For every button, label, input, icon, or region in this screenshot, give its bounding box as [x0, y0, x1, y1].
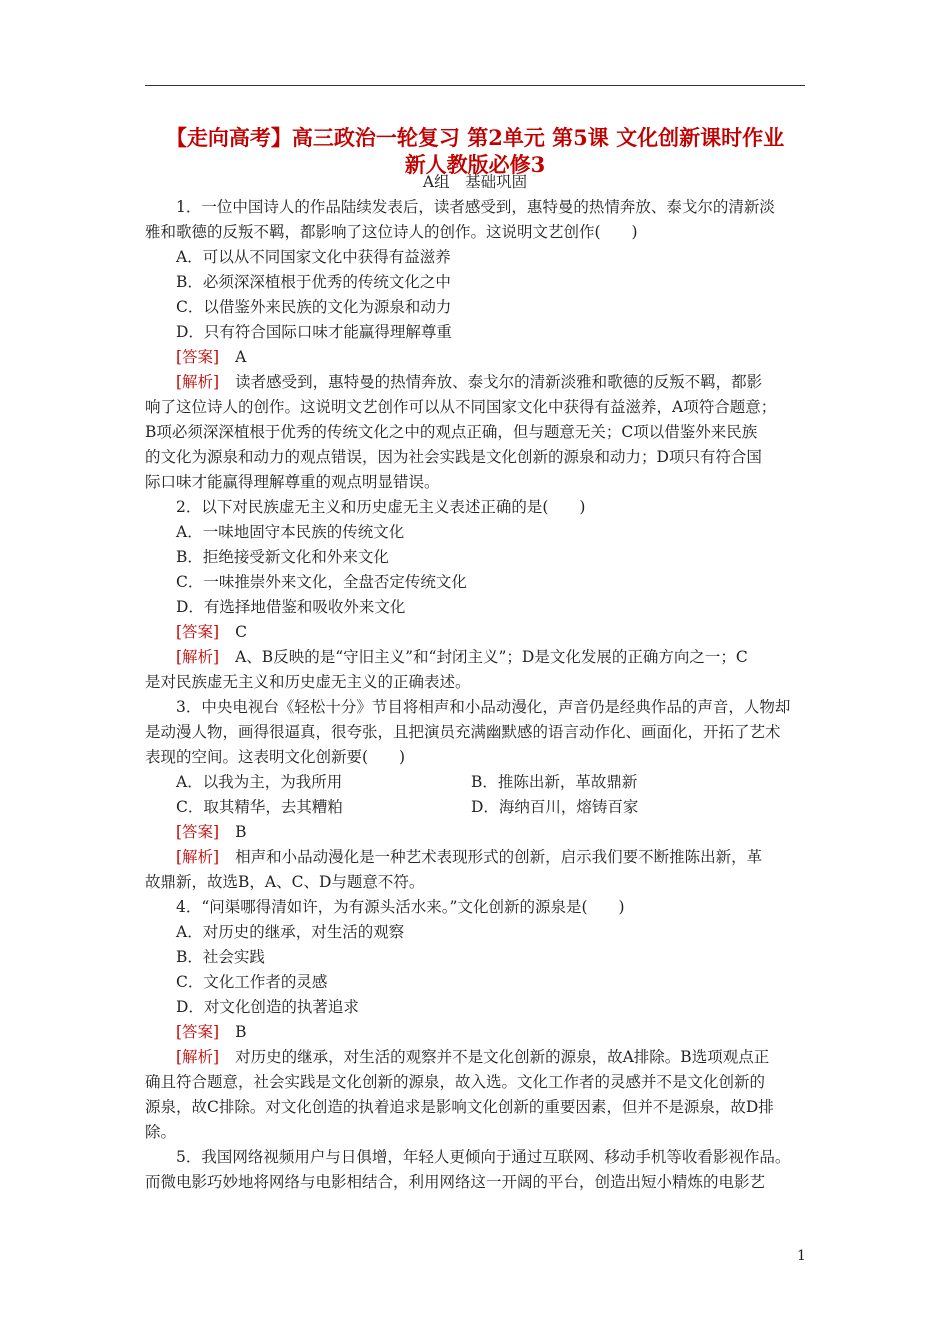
page-number: 1	[797, 1248, 806, 1264]
answer-value: B	[235, 823, 247, 841]
answer-tag: [答案]	[176, 348, 220, 366]
option-c: C．取其精华，去其糟粕	[176, 798, 343, 816]
title-line-2: 新人教版必修3	[404, 152, 546, 177]
analysis-text: 响了这位诗人的创作。这说明文艺创作可以从不同国家文化中获得有益滋养，A项符合题意；	[145, 398, 777, 416]
document-title	[120, 124, 830, 178]
analysis-text: 读者感受到，惠特曼的热情奔放、泰戈尔的清新淡雅和歌德的反叛不羁，都影	[235, 373, 763, 391]
analysis-text: 对历史的继承，对生活的观察并不是文化创新的源泉，故A排除。B选项观点正	[235, 1048, 770, 1066]
option-d: D．有选择地借鉴和吸收外来文化	[176, 598, 406, 616]
question-2	[145, 495, 825, 695]
question-4	[145, 895, 825, 1145]
option-d: D．海纳百川，熔铸百家	[471, 798, 639, 816]
answer-value: B	[235, 1023, 247, 1041]
analysis-tag: [解析]	[176, 1048, 220, 1066]
header-rule	[145, 85, 805, 86]
option-row	[145, 795, 825, 820]
answer-line	[145, 820, 825, 845]
question-stem: 是动漫人物，画得很逼真，很夸张，且把演员充满幽默感的语言动作化、画面化，开拓了艺术	[145, 723, 781, 741]
option-a: A．以我为主，为我所用	[176, 773, 343, 791]
answer-value: C	[235, 623, 247, 641]
analysis-line	[145, 370, 825, 395]
option-c: C．一味推崇外来文化，全盘否定传统文化	[176, 573, 467, 591]
answer-line	[145, 345, 825, 370]
analysis-text: 的文化为源泉和动力的观点错误，因为社会实践是文化创新的源泉和动力；D项只有符合国	[145, 448, 762, 466]
question-5	[145, 1145, 825, 1195]
section-heading: A组 基础巩固	[422, 173, 528, 191]
option-c: C．文化工作者的灵感	[176, 973, 328, 991]
question-stem: 而微电影巧妙地将网络与电影相结合，利用网络这一开阔的平台，创造出短小精炼的电影艺	[145, 1173, 766, 1191]
answer-tag: [答案]	[176, 1023, 220, 1041]
answer-line	[145, 1020, 825, 1045]
answer-tag: [答案]	[176, 823, 220, 841]
analysis-text: 是对民族虚无主义和历史虚无主义的正确表述。	[145, 673, 471, 691]
option-a: A．可以从不同国家文化中获得有益滋养	[176, 248, 451, 266]
analysis-text: B项必须深深植根于优秀的传统文化之中的观点正确，但与题意无关；C项以借鉴外来民族	[145, 423, 758, 441]
analysis-text: 际口味才能赢得理解尊重的观点明显错误。	[145, 473, 440, 491]
analysis-text: 相声和小品动漫化是一种艺术表现形式的创新，启示我们要不断推陈出新，革	[235, 848, 763, 866]
analysis-line	[145, 1045, 825, 1070]
answer-tag: [答案]	[176, 623, 220, 641]
question-stem: 3．中央电视台《轻松十分》节目将相声和小品动漫化，声音仍是经典作品的声音，人物却	[176, 698, 791, 716]
analysis-text: 确且符合题意，社会实践是文化创新的源泉，故入选。文化工作者的灵感并不是文化创新的	[145, 1073, 766, 1091]
option-a: A．对历史的继承，对生活的观察	[176, 923, 405, 941]
analysis-text: A、B反映的是“守旧主义”和“封闭主义”；D是文化发展的正确方向之一；C	[235, 648, 748, 666]
answer-line	[145, 620, 825, 645]
option-b: B．必须深深植根于优秀的传统文化之中	[176, 273, 451, 291]
analysis-text: 源泉，故C排除。对文化创造的执着追求是影响文化创新的重要因素，但并不是源泉，故D排	[145, 1098, 774, 1116]
question-stem: 2．以下对民族虚无主义和历史虚无主义表述正确的是( )	[176, 498, 586, 516]
answer-value: A	[235, 348, 247, 366]
question-stem: 表现的空间。这表明文化创新要( )	[145, 748, 406, 766]
analysis-line	[145, 845, 825, 870]
analysis-tag: [解析]	[176, 648, 220, 666]
question-1	[145, 195, 825, 495]
analysis-tag: [解析]	[176, 373, 220, 391]
option-row	[145, 770, 825, 795]
question-stem: 雅和歌德的反叛不羁，都影响了这位诗人的创作。这说明文艺创作( )	[145, 223, 638, 241]
option-d: D．对文化创造的执著追求	[176, 998, 359, 1016]
analysis-text: 除。	[145, 1123, 177, 1141]
question-stem: 4．“问渠哪得清如许，为有源头活水来。”文化创新的源泉是( )	[176, 898, 625, 916]
option-d: D．只有符合国际口味才能赢得理解尊重	[176, 323, 452, 341]
option-c: C．以借鉴外来民族的文化为源泉和动力	[176, 298, 452, 316]
option-b: B．社会实践	[176, 948, 265, 966]
option-b: B．拒绝接受新文化和外来文化	[176, 548, 389, 566]
question-3	[145, 695, 825, 895]
question-stem: 5．我国网络视频用户与日俱增，年轻人更倾向于通过互联网、移动手机等收看影视作品。	[176, 1148, 791, 1166]
question-stem: 1．一位中国诗人的作品陆续发表后，读者感受到，惠特曼的热情奔放、泰戈尔的清新淡	[176, 198, 775, 216]
analysis-tag: [解析]	[176, 848, 220, 866]
option-b: B．推陈出新，革故鼎新	[471, 773, 638, 791]
analysis-line	[145, 645, 825, 670]
title-line-1: 【走向高考】高三政治一轮复习 第2单元 第5课 文化创新课时作业	[165, 125, 785, 150]
option-a: A．一味地固守本民族的传统文化	[176, 523, 405, 541]
analysis-text: 故鼎新，故选B，A、C、D与题意不符。	[145, 873, 425, 891]
document-body	[145, 195, 825, 1195]
